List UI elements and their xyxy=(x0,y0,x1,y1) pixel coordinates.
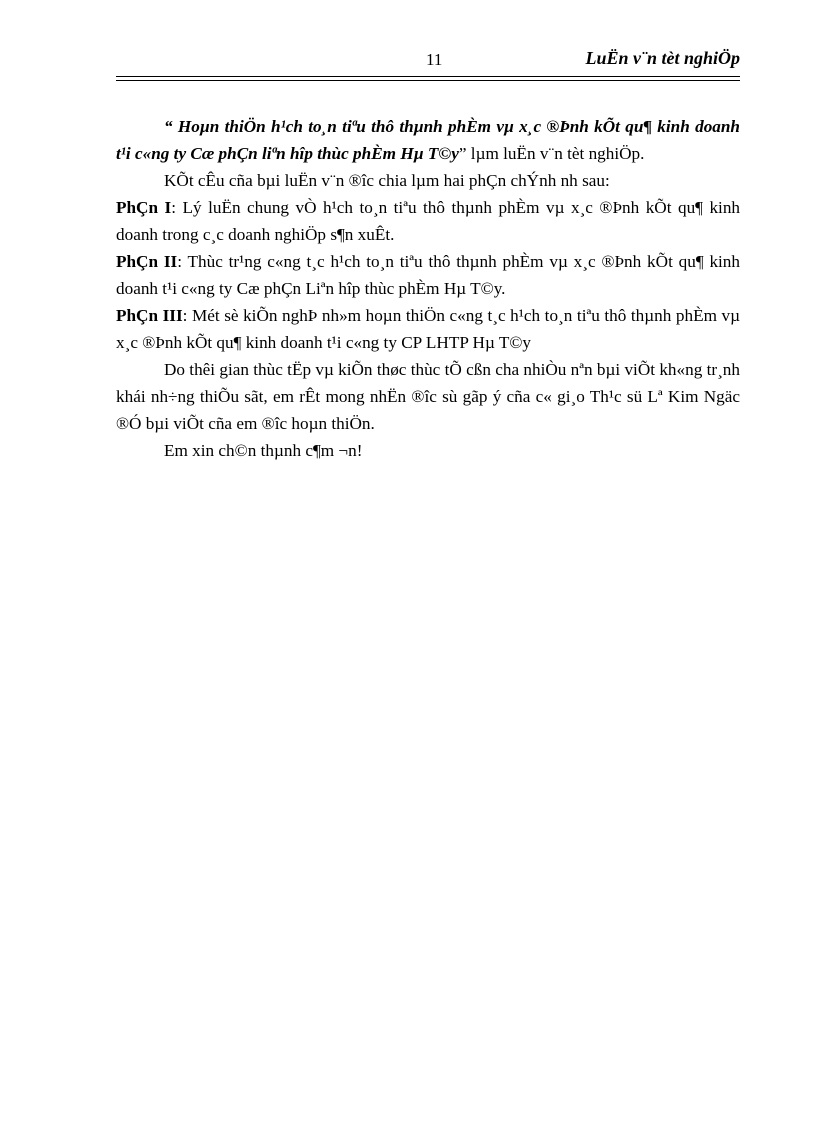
structure-paragraph: KÕt cÊu cña bµi luËn v¨n ®îc chia lµm hai phÇn chÝnh nh sau: xyxy=(164,171,610,190)
page-header xyxy=(116,48,740,74)
part-3-text: : Mét sè kiÕn nghÞ nh»m hoµn thiÖn c«ng t¸c h¹ch to¸n tiªu thô thµnh phÈm vµ x¸c ®Þnh kÕt qu¶ kinh doanh t¹i c«ng ty CP LHTP Hµ T©y xyxy=(116,306,740,352)
part-3-label: PhÇn III xyxy=(116,306,183,325)
header-rule xyxy=(116,76,740,77)
thesis-title: “ Hoµn thiÖn h¹ch to¸n tiªu thô thµnh phÈm vµ x¸c ®Þnh kÕt qu¶ kinh doanh t¹i c«ng ty Cæ phÇn liªn hîp thùc phÈm Hµ T©y xyxy=(116,117,740,163)
part-2-label: PhÇn II xyxy=(116,252,178,271)
thanks-paragraph: Em xin ch©n thµnh c¶m ¬n! xyxy=(164,441,363,460)
part-1-label: PhÇn I xyxy=(116,198,172,217)
part-1-text: : Lý luËn chung vÒ h¹ch to¸n tiªu thô thµnh phÈm vµ x¸c ®Þnh kÕt qu¶ kinh doanh trong c¸c doanh nghiÖp s¶n xuÊt. xyxy=(116,198,741,244)
intro-tail: ” lµm luËn v¨n tèt nghiÖp. xyxy=(458,144,645,163)
intro-paragraph xyxy=(116,113,740,167)
header-rule-secondary xyxy=(116,80,740,81)
part-1-paragraph xyxy=(116,194,740,248)
part-2-text: : Thùc tr¹ng c«ng t¸c h¹ch to¸n tiªu thô thµnh phÈm vµ x¸c ®Þnh kÕt qu¶ kinh doanh t¹i c«ng ty Cæ phÇn Liªn hîp thùc phÈm Hµ T©y. xyxy=(116,252,740,298)
part-3-paragraph xyxy=(116,302,740,356)
closing-paragraph: Do thêi gian thùc tËp vµ kiÕn thøc thùc tÕ cßn cha nhiÒu nªn bµi viÕt kh«ng tr¸nh khái nh÷ng thiÕu sãt, em rÊt mong nhËn ®îc sù gãp ý cña c« gi¸o Th¹c sü Lª Kim Ngäc ®Ó bµi viÕt cña em ®îc hoµn thiÖn. xyxy=(116,360,740,433)
header-title: LuËn v¨n tèt nghiÖp xyxy=(585,48,740,68)
part-2-paragraph xyxy=(116,248,740,302)
page-number: 11 xyxy=(426,50,443,69)
document-body xyxy=(116,113,740,464)
